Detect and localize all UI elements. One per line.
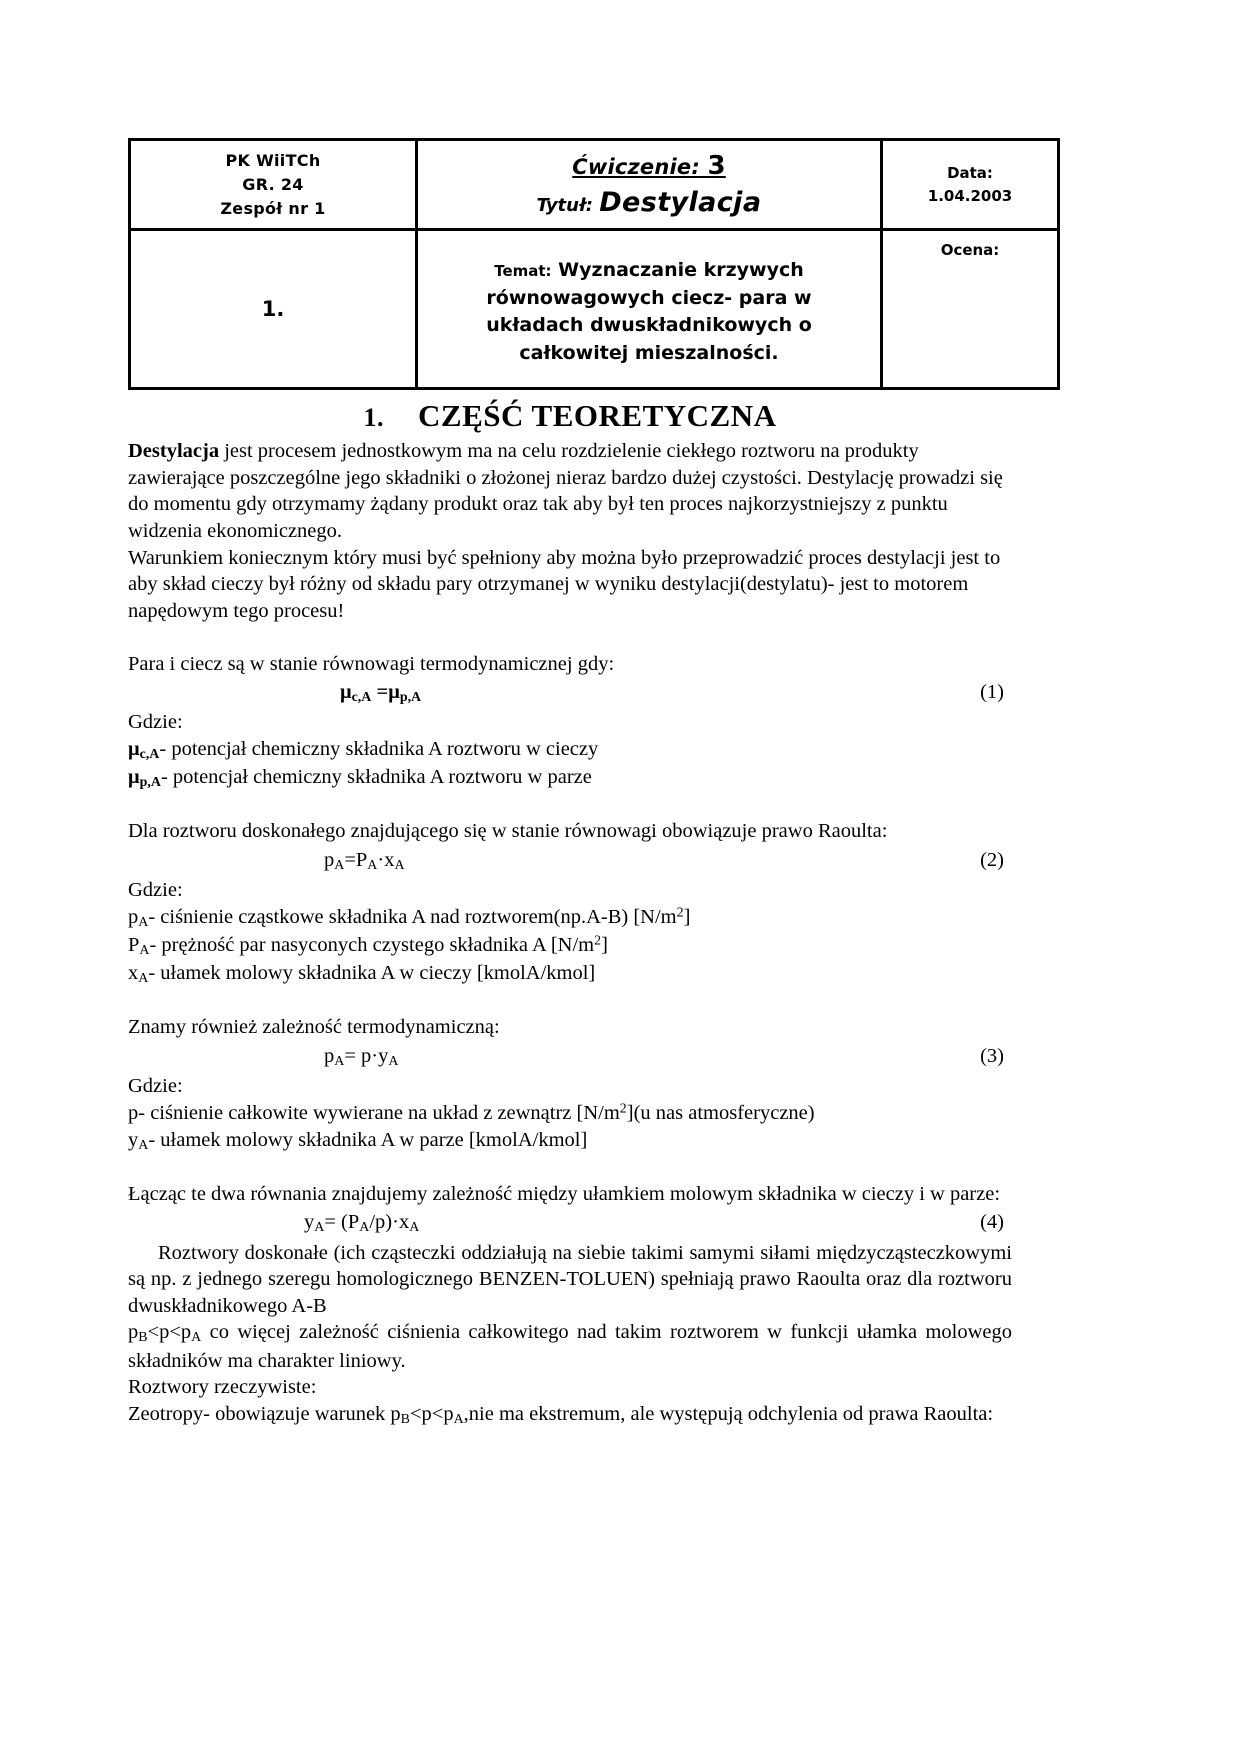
pA-sub: A <box>191 1330 202 1346</box>
date-label: Data: <box>947 164 993 182</box>
p-sym-6: p <box>159 1321 170 1344</box>
def2a-sup: 2 <box>676 905 684 921</box>
pB-sym-2: p <box>390 1402 401 1425</box>
equation-4-body: $y_A= (P_A/p)\cdot x_A$ <box>304 1211 420 1236</box>
definition-mu-pA <box>128 764 1012 792</box>
equation-4-number: (4) <box>980 1211 1004 1234</box>
item-number-cell: 1. <box>130 230 417 389</box>
date-value: 1.04.2003 <box>927 186 1013 205</box>
paragraph-destylacja <box>128 438 1012 545</box>
equation-2-row <box>128 847 1012 875</box>
exercise-label: Ćwiczenie: <box>572 155 700 179</box>
x-sym-3: x <box>398 1211 410 1234</box>
p-sub-2: A <box>138 914 149 930</box>
pB-sym: p <box>128 1321 139 1344</box>
lt-1: < <box>147 1321 160 1344</box>
paragraph-laczac <box>128 1181 1012 1208</box>
definition-p-text: p- ciśnienie całkowite wywierane na układ z zewnątrz [N/m <box>128 1101 620 1124</box>
y-sub-1: A <box>388 1054 399 1070</box>
definition-yA <box>128 1127 1012 1155</box>
lt-3: < <box>409 1402 422 1425</box>
mu-4: μ <box>128 766 140 789</box>
title-line <box>424 187 874 218</box>
definition-pA-text: - ciśnienie cząstkowe składnika A nad roztworem(np.A-B) [N/m <box>148 905 677 928</box>
definition-mu-cA <box>128 736 1012 764</box>
gdzie-3: Gdzie: <box>128 1075 183 1098</box>
y-sub-3: A <box>314 1220 325 1236</box>
P-sub-3: A <box>359 1220 370 1236</box>
title-value: Destylacja <box>599 187 762 218</box>
p-sym-1: p <box>324 849 335 872</box>
equation-2-number: (2) <box>980 849 1004 872</box>
organization-cell <box>130 140 417 230</box>
def2a-tail: ] <box>683 905 691 928</box>
pA-sym-2: p <box>443 1402 454 1425</box>
laczac-text: Łącząc te dwa równania znajdujemy zależność między ułamkiem molowym składnika w cieczy i w parze: <box>128 1182 1001 1205</box>
grade-label: Ocena: <box>940 241 1000 259</box>
mu-2: μ <box>388 681 400 704</box>
spacer <box>128 1155 1012 1181</box>
x-sym-1: x <box>384 849 395 872</box>
topic-text: Wyznaczanie krzywych równowagowych ciecz- para w układach dwuskładnikowych o całkowitej mieszalności. <box>486 259 812 364</box>
definition-mu-cA-text: - potencjał chemiczny składnika A roztworu w cieczy <box>159 738 599 761</box>
roztwory-doskonale-text: Roztwory doskonałe (ich cząsteczki oddziałują na siebie takimi samymi siłami międzycząsteczkowymi są np. z jednego szeregu homologicznego BENZEN-TOLUEN) spełniają prawo Raoulta oraz dla roztworu dwuskładnikowego A-B <box>128 1241 1012 1317</box>
rownowaga-text: Para i ciecz są w stanie równowagi termodynamicznej gdy: <box>128 652 615 675</box>
pB-sub: B <box>138 1330 148 1346</box>
def3a-tail: ](u nas atmosferyczne) <box>626 1101 815 1124</box>
def2b-sup: 2 <box>594 933 602 949</box>
spacer <box>128 625 1012 651</box>
org-line-3: Zespół nr 1 <box>220 198 326 218</box>
equation-3-body: $p_A= p\cdot y_A$ <box>324 1045 399 1070</box>
spacer <box>128 792 1012 818</box>
y-sym-3: y <box>304 1211 315 1234</box>
destylacja-bold: Destylacja <box>128 440 220 463</box>
section-number: 1. <box>363 403 384 433</box>
y-sub-2: A <box>138 1137 149 1153</box>
p-sym-5: p <box>375 1211 386 1234</box>
definition-PA-text: - prężność par nasyconych czystego składnika A [N/m <box>149 934 595 957</box>
header-row-top <box>130 140 1059 230</box>
x-sub-1: A <box>394 858 405 874</box>
definition-PA <box>128 932 1012 960</box>
P-sub-1: A <box>367 858 378 874</box>
zeotropy-tail: ,nie ma ekstremum, ale występują odchylenia od prawa Raoulta: <box>463 1402 994 1425</box>
def2b-tail: ] <box>601 934 608 957</box>
section-title-text: CZĘŚĆ TEORETYCZNA <box>418 398 777 434</box>
page-content <box>128 138 1012 1429</box>
mu-1: μ <box>340 681 352 704</box>
mu-4-sub: p,A <box>139 775 161 791</box>
p-sym-4: p <box>361 1045 372 1068</box>
pA-sub-2: A <box>453 1411 464 1427</box>
equation-2-body: $p_A=P_A\cdot x_A$ <box>324 849 405 874</box>
mu-2-sub: p,A <box>399 690 422 706</box>
p-sym-3: p <box>324 1045 335 1068</box>
equation-3-number: (3) <box>980 1045 1004 1068</box>
paragraph-rownowaga <box>128 651 1012 678</box>
paragraph-pb-pa <box>128 1319 1012 1374</box>
spacer <box>128 988 1012 1014</box>
topic-label: Temat: <box>494 262 552 280</box>
equation-4-row <box>128 1209 1012 1237</box>
equation-1-row <box>128 679 1012 707</box>
pb-pa-tail: co więcej zależność ciśnienia całkowitego nad takim roztworem w funkcji ułamka molowego składników ma charakter liniowy. <box>128 1321 1012 1372</box>
warunek-text: Warunkiem koniecznym który musi być spełniony aby można było przeprowadzić proces destylacji jest to aby skład cieczy był różny od składu pary otrzymanej w wyniku destylacji(destylatu)- jest to motorem napędowym tego procesu! <box>128 546 1001 623</box>
x-sub-2: A <box>138 971 149 987</box>
p-sym-2: p <box>128 905 139 928</box>
P-sym-3: P <box>347 1211 360 1234</box>
P-sub-2: A <box>139 943 150 959</box>
def3a-sup: 2 <box>619 1101 627 1117</box>
date-cell <box>882 140 1059 230</box>
mu-1-sub: c,A <box>351 690 372 706</box>
paragraph-roztwory-rzeczywiste: Roztwory rzeczywiste: <box>128 1376 317 1399</box>
lt-2: < <box>169 1321 181 1344</box>
znamy-text: Znamy również zależność termodynamiczną: <box>128 1016 500 1039</box>
grade-cell <box>882 230 1059 389</box>
destylacja-rest: jest procesem jednostkowym ma na celu rozdzielenie ciekłego roztworu na produkty zawierające poszczególne jego składniki o złożonej nieraz bardzo dużej czystości. Destylację prowadzi się do momentu gdy otrzymamy żądany produkt oraz tak aby był ten proces najkorzystniejszy z punktu widzenia ekonomicznego. <box>128 440 1003 543</box>
topic-cell <box>417 230 882 389</box>
pA-sym: p <box>180 1321 192 1344</box>
gdzie-2: Gdzie: <box>128 879 183 902</box>
definition-mu-pA-text: - potencjał chemiczny składnika A roztworu w parze <box>160 766 592 789</box>
p-sub-1: A <box>334 858 345 874</box>
x-sub-3: A <box>409 1220 420 1236</box>
lt-4: < <box>431 1402 444 1425</box>
paragraph-raoult <box>128 818 1012 845</box>
equation-1-body: $\mu_{c,A} =\mu_{p,A}$ <box>340 681 422 706</box>
definition-xA <box>128 960 1012 988</box>
definition-p <box>128 1100 1012 1127</box>
paragraph-warunek <box>128 545 1012 625</box>
org-line-1: PK WiiTCh <box>225 150 321 170</box>
definition-xA-text: - ułamek molowy składnika A w cieczy [kmolA/kmol] <box>148 962 596 985</box>
header-row-bottom <box>130 230 1059 389</box>
zeotropy-head: Zeotropy- obowiązuje warunek <box>128 1402 391 1425</box>
org-line-2: GR. 24 <box>242 174 304 194</box>
exercise-number: 3 <box>707 151 726 181</box>
definition-yA-text: - ułamek molowy składnika A w parze [kmolA/kmol] <box>148 1128 588 1151</box>
exercise-line <box>424 151 874 181</box>
equation-3-row <box>128 1043 1012 1071</box>
equation-1-number: (1) <box>980 681 1004 704</box>
gdzie-1: Gdzie: <box>128 711 183 734</box>
section-heading <box>128 398 1012 434</box>
pB-sub-2: B <box>400 1411 410 1427</box>
exercise-title-cell <box>417 140 882 230</box>
title-label: Tytuł: <box>536 195 593 216</box>
P-sym-2: P <box>128 934 140 957</box>
p-sym-7: p <box>421 1402 432 1425</box>
y-sym-1: y <box>378 1045 389 1068</box>
y-sym-2: y <box>128 1128 139 1151</box>
paragraph-zeotropy <box>128 1401 1012 1429</box>
paragraph-znamy <box>128 1014 1012 1041</box>
x-sym-2: x <box>128 962 139 985</box>
mu-3-sub: c,A <box>139 747 160 763</box>
paragraph-roztwory-doskonale <box>128 1240 1012 1320</box>
P-sym-1: P <box>355 849 368 872</box>
mu-3: μ <box>128 738 140 761</box>
definition-pA <box>128 904 1012 932</box>
p-sub-3: A <box>334 1054 345 1070</box>
report-header-table <box>128 138 1060 390</box>
raoult-text: Dla roztworu doskonałego znajdującego się w stanie równowagi obowiązuje prawo Raoulta: <box>128 820 888 843</box>
